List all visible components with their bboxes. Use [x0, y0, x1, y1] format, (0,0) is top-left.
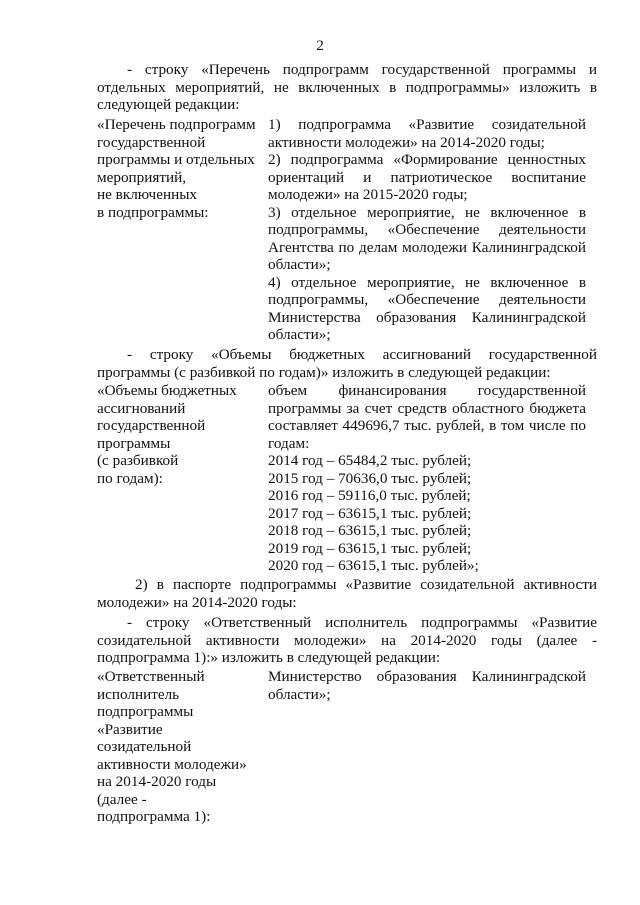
intro-paragraph-2: [97, 346, 597, 381]
label-line: «Перечень подпрограмм: [97, 116, 256, 133]
value-line: области»;: [268, 326, 331, 343]
value-line: 3) отдельное мероприятие, не включенное в: [268, 203, 586, 221]
value-line: молодежи» на 2015-2020 годы;: [268, 186, 468, 203]
label-line: «Объемы бюджетных: [97, 382, 237, 399]
table1-value: [268, 116, 586, 344]
text-line: молодежи» на 2014-2020 годы:: [97, 593, 297, 611]
table3-value: [268, 668, 586, 703]
value-line: области»;: [268, 685, 331, 703]
value-line: составляет 449696,7 тыс. рублей, в том числе по: [268, 417, 586, 434]
label-line: программы и отдельных: [97, 151, 255, 168]
value-line: Министерство образования Калининградской: [268, 668, 586, 685]
value-line: 1) подпрограмма «Развитие созидательной: [268, 116, 586, 133]
value-line: 2) подпрограмма «Формирование ценностных: [268, 151, 586, 168]
value-line: активности молодежи» на 2014-2020 годы;: [268, 133, 545, 151]
value-line: годам:: [268, 434, 310, 452]
text-line: отдельных мероприятий, не включенных в подпрограммы» изложить в: [97, 78, 597, 96]
value-line: 4) отдельное мероприятие, не включенное в: [268, 273, 586, 291]
label-line: исполнитель: [97, 685, 180, 703]
text-line: созидательной активности молодежи» на 2014-2020 годы (далее -: [97, 631, 597, 649]
label-line: (с разбивкой: [97, 452, 179, 469]
text-line: подпрограмма 1):» изложить в следующей редакции:: [97, 649, 441, 666]
label-line: подпрограммы: [97, 703, 194, 720]
value-line: Министерства образования Калининградской: [268, 308, 586, 326]
table3-label: [97, 668, 262, 826]
text-line: - строку «Перечень подпрограмм государственной программы и: [127, 61, 597, 78]
intro-paragraph-1: [97, 61, 597, 114]
text-line: следующей редакции:: [97, 96, 240, 113]
label-line: созидательной: [97, 738, 192, 755]
text-line: - строку «Объемы бюджетных ассигнований государственной: [127, 346, 597, 363]
label-line: «Ответственный: [97, 668, 205, 685]
label-line: подпрограмма 1):: [97, 808, 211, 825]
label-line: «Развитие: [97, 720, 163, 738]
label-line: не включенных: [97, 186, 197, 203]
text-line: 2) в паспорте подпрограммы «Развитие созидательной активности: [135, 576, 597, 593]
funding-year-2017: 2017 год – 63615,1 тыс. рублей;: [268, 504, 472, 522]
funding-year-2016: 2016 год – 59116,0 тыс. рублей;: [268, 487, 471, 504]
value-line: ориентаций и патриотическое воспитание: [268, 168, 586, 186]
page-number: 2: [316, 37, 324, 54]
label-line: по годам):: [97, 469, 163, 487]
funding-year-2019: 2019 год – 63615,1 тыс. рублей;: [268, 539, 472, 557]
intro-paragraph-4: [97, 614, 597, 667]
table2-label: [97, 382, 262, 487]
value-line: подпрограммы, «Обеспечение деятельности: [268, 221, 586, 238]
label-line: государственной: [97, 417, 206, 434]
funding-year-2015: 2015 год – 70636,0 тыс. рублей;: [268, 469, 472, 487]
label-line: в подпрограммы:: [97, 203, 209, 221]
text-line: - строку «Ответственный исполнитель подпрограммы «Развитие: [127, 614, 597, 631]
label-line: государственной: [97, 133, 206, 151]
text-line: программы (с разбивкой по годам)» изложить в следующей редакции:: [97, 363, 551, 381]
label-line: (далее -: [97, 790, 147, 808]
funding-year-2018: 2018 год – 63615,1 тыс. рублей;: [268, 522, 472, 539]
value-line: Агентства по делам молодежи Калининградской: [268, 238, 586, 256]
paragraph-3: [97, 576, 597, 611]
value-line: области»;: [268, 256, 331, 273]
label-line: мероприятий,: [97, 168, 187, 186]
label-line: активности молодежи»: [97, 755, 247, 773]
funding-year-2014: 2014 год – 65484,2 тыс. рублей;: [268, 452, 472, 469]
value-line: подпрограммы, «Обеспечение деятельности: [268, 291, 586, 308]
label-line: ассигнований: [97, 399, 186, 417]
funding-year-2020: 2020 год – 63615,1 тыс. рублей»;: [268, 557, 479, 574]
value-line: объем финансирования государственной: [268, 382, 586, 399]
table2-value: [268, 382, 586, 575]
label-line: программы: [97, 434, 171, 452]
table1-label: [97, 116, 262, 221]
label-line: на 2014-2020 годы: [97, 773, 217, 790]
value-line: программы за счет средств областного бюджета: [268, 399, 586, 417]
